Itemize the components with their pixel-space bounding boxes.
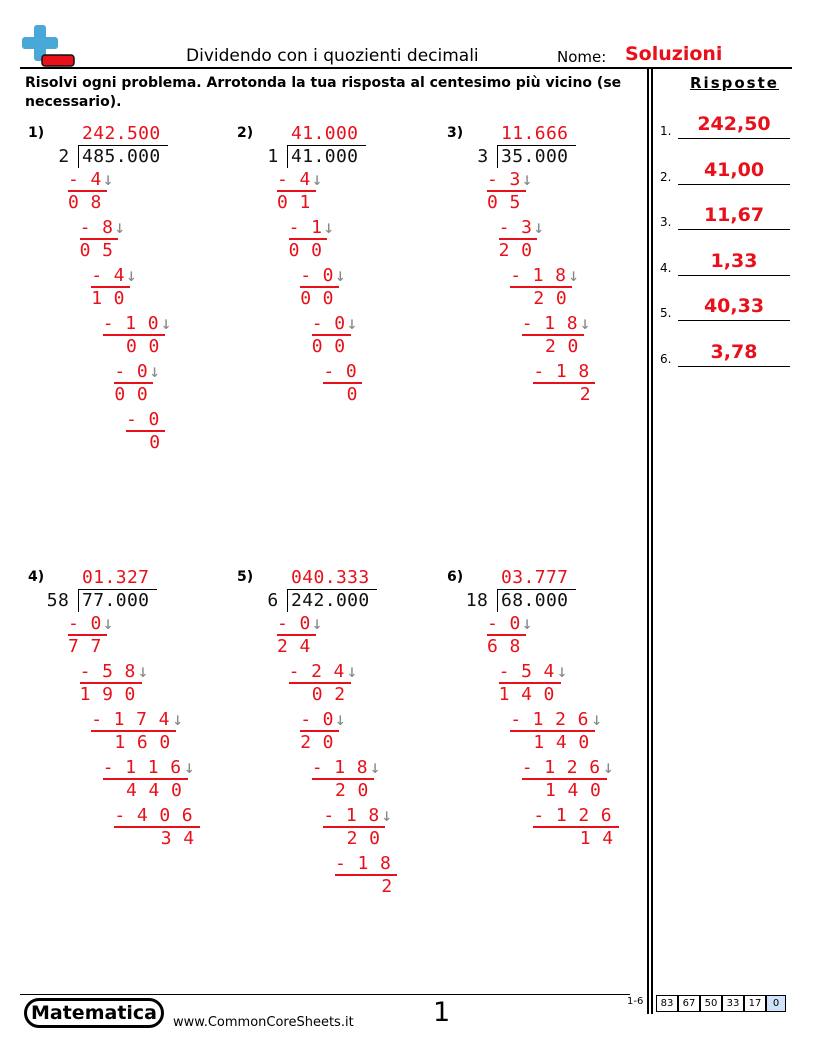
remainder: 0 0 bbox=[288, 240, 323, 261]
remainder: 0 0 bbox=[300, 288, 334, 309]
problem-label: 5) bbox=[237, 569, 254, 585]
subtrahend: - 5 4 bbox=[498, 661, 555, 682]
down-arrow-icon: ↓ bbox=[323, 217, 335, 238]
down-arrow-icon: ↓ bbox=[381, 805, 393, 826]
remainder: 2 0 bbox=[335, 780, 369, 801]
remainder: 6 8 bbox=[487, 636, 521, 657]
subtrahend: - 0 bbox=[300, 709, 334, 730]
subtrahend: - 0 bbox=[68, 613, 102, 634]
answer-value: 3,78 bbox=[710, 340, 758, 363]
answer-number: 3. bbox=[660, 215, 672, 229]
divisor: 2 bbox=[58, 146, 70, 167]
divisor: 1 bbox=[267, 146, 279, 167]
problem-label: 3) bbox=[447, 125, 464, 141]
subtrahend: - 1 2 6 bbox=[510, 709, 589, 730]
remainder: 2 0 bbox=[346, 828, 381, 849]
remainder: 2 bbox=[381, 876, 393, 897]
down-arrow-icon: ↓ bbox=[184, 757, 196, 778]
instructions: Risolvi ogni problema. Arrotonda la tua risposta al centesimo più vicino (se necessario). bbox=[25, 75, 622, 110]
footer-url: www.CommonCoreSheets.it bbox=[173, 1015, 354, 1030]
down-arrow-icon: ↓ bbox=[556, 661, 568, 682]
answer-number: 1. bbox=[660, 124, 672, 138]
remainder: 1 4 0 bbox=[533, 732, 590, 753]
remainder: 1 0 bbox=[91, 288, 125, 309]
remainder: 3 4 bbox=[160, 828, 195, 849]
problem-label: 1) bbox=[28, 125, 45, 141]
dividend: 485.000 bbox=[82, 146, 161, 167]
down-arrow-icon: ↓ bbox=[311, 613, 324, 634]
quotient: 01.327 bbox=[82, 567, 150, 588]
remainder: 0 0 bbox=[311, 336, 346, 357]
down-arrow-icon: ↓ bbox=[102, 613, 115, 634]
remainder: 0 5 bbox=[487, 192, 521, 213]
name-label: Nome: bbox=[557, 48, 607, 66]
answer-value: 11,67 bbox=[703, 204, 765, 226]
subtrahend: - 0 bbox=[487, 613, 521, 634]
quotient: 41.000 bbox=[291, 123, 359, 144]
answer-line bbox=[678, 229, 790, 230]
down-arrow-icon: ↓ bbox=[521, 613, 534, 634]
down-arrow-icon: ↓ bbox=[335, 265, 347, 286]
header-rule bbox=[20, 67, 792, 69]
answer-line bbox=[678, 320, 790, 321]
dividend: 41.000 bbox=[291, 146, 359, 167]
subtrahend: - 3 bbox=[498, 217, 533, 238]
remainder: 0 8 bbox=[68, 192, 102, 213]
subtrahend: - 4 bbox=[277, 169, 311, 190]
subtrahend: - 0 bbox=[300, 265, 334, 286]
remainder: 0 0 bbox=[126, 336, 160, 357]
divisor: 18 bbox=[465, 590, 489, 611]
answer-value: 1,33 bbox=[710, 249, 758, 272]
answer-line bbox=[678, 275, 790, 276]
name-value: Soluzioni bbox=[625, 43, 723, 65]
footer-rule bbox=[20, 994, 630, 995]
subtrahend: - 1 8 bbox=[323, 805, 380, 826]
subtrahend: - 4 bbox=[68, 169, 102, 190]
problem-label: 4) bbox=[28, 569, 45, 585]
remainder: 1 4 bbox=[579, 828, 614, 849]
subtrahend: - 1 0 bbox=[102, 313, 159, 334]
score-box: 17 bbox=[744, 995, 766, 1012]
logo-icon bbox=[20, 25, 76, 69]
down-arrow-icon: ↓ bbox=[591, 709, 603, 730]
dividend: 35.000 bbox=[501, 146, 569, 167]
remainder: 0 bbox=[149, 432, 161, 453]
remainder: 7 7 bbox=[68, 636, 102, 657]
subtrahend: - 5 8 bbox=[79, 661, 136, 682]
page-number: 1 bbox=[433, 997, 451, 1028]
remainder: 0 0 bbox=[114, 384, 149, 405]
column-divider bbox=[651, 67, 653, 1014]
column-divider bbox=[647, 67, 649, 1014]
down-arrow-icon: ↓ bbox=[102, 169, 115, 190]
quotient: 242.500 bbox=[82, 123, 161, 144]
answer-number: 2. bbox=[660, 169, 672, 184]
remainder: 2 bbox=[579, 384, 592, 405]
down-arrow-icon: ↓ bbox=[335, 709, 347, 730]
answer-number: 5. bbox=[660, 306, 672, 320]
remainder: 0 5 bbox=[79, 240, 114, 261]
remainder: 0 bbox=[346, 384, 358, 405]
subtrahend: - 0 bbox=[323, 361, 358, 382]
subtrahend: - 0 bbox=[126, 409, 160, 430]
remainder: 2 0 bbox=[498, 240, 533, 261]
remainder: 2 0 bbox=[300, 732, 334, 753]
subtrahend: - 0 bbox=[277, 613, 311, 634]
down-arrow-icon: ↓ bbox=[126, 265, 138, 286]
brand-logo: Matematica bbox=[24, 998, 164, 1028]
answer-value: 242,50 bbox=[697, 113, 771, 135]
subtrahend: - 4 0 6 bbox=[114, 805, 194, 826]
score-box: 50 bbox=[700, 995, 722, 1012]
quotient: 11.666 bbox=[501, 123, 569, 144]
subtrahend: - 1 8 bbox=[510, 265, 567, 286]
answer-value: 40,33 bbox=[703, 295, 765, 317]
score-range: 1-6 bbox=[627, 996, 644, 1007]
answer-line bbox=[678, 366, 790, 367]
remainder: 1 9 0 bbox=[79, 684, 136, 705]
subtrahend: - 1 1 6 bbox=[102, 757, 182, 778]
subtrahend: - 1 2 6 bbox=[521, 757, 601, 778]
dividend: 77.000 bbox=[82, 590, 150, 611]
score-box: 67 bbox=[678, 995, 700, 1012]
answer-line bbox=[678, 184, 790, 185]
down-arrow-icon: ↓ bbox=[172, 709, 184, 730]
answer-line bbox=[678, 138, 790, 139]
down-arrow-icon: ↓ bbox=[149, 361, 161, 382]
down-arrow-icon: ↓ bbox=[160, 313, 173, 334]
score-box: 0 bbox=[766, 995, 786, 1012]
subtrahend: - 8 bbox=[79, 217, 114, 238]
problem-label: 6) bbox=[447, 569, 464, 585]
subtrahend: - 4 bbox=[91, 265, 125, 286]
subtrahend: - 2 4 bbox=[288, 661, 345, 682]
answer-value: 41,00 bbox=[703, 158, 765, 181]
score-box: 83 bbox=[656, 995, 678, 1012]
remainder: 1 4 0 bbox=[545, 780, 602, 801]
remainder: 2 0 bbox=[533, 288, 568, 309]
down-arrow-icon: ↓ bbox=[311, 169, 324, 190]
dividend: 242.000 bbox=[291, 590, 370, 611]
remainder: 1 6 0 bbox=[114, 732, 171, 753]
divisor: 58 bbox=[46, 590, 70, 611]
down-arrow-icon: ↓ bbox=[579, 313, 592, 334]
problem-label: 2) bbox=[237, 125, 254, 141]
quotient: 03.777 bbox=[501, 567, 569, 588]
subtrahend: - 1 bbox=[288, 217, 323, 238]
answers-title: Risposte bbox=[690, 74, 779, 92]
down-arrow-icon: ↓ bbox=[346, 313, 358, 334]
down-arrow-icon: ↓ bbox=[137, 661, 149, 682]
remainder: 0 2 bbox=[311, 684, 346, 705]
answer-number: 4. bbox=[660, 260, 672, 275]
divisor: 3 bbox=[477, 146, 489, 167]
remainder: 2 0 bbox=[545, 336, 579, 357]
answer-number: 6. bbox=[660, 351, 672, 366]
subtrahend: - 1 8 bbox=[521, 313, 578, 334]
remainder: 4 4 0 bbox=[126, 780, 183, 801]
subtrahend: - 1 8 bbox=[311, 757, 368, 778]
down-arrow-icon: ↓ bbox=[603, 757, 615, 778]
subtrahend: - 1 2 6 bbox=[533, 805, 613, 826]
subtrahend: - 0 bbox=[114, 361, 149, 382]
down-arrow-icon: ↓ bbox=[369, 757, 382, 778]
subtrahend: - 1 7 4 bbox=[91, 709, 170, 730]
down-arrow-icon: ↓ bbox=[521, 169, 534, 190]
subtrahend: - 1 8 bbox=[533, 361, 590, 382]
divisor: 6 bbox=[267, 590, 279, 611]
remainder: 0 1 bbox=[277, 192, 311, 213]
remainder: 2 4 bbox=[277, 636, 311, 657]
subtrahend: - 1 8 bbox=[335, 853, 392, 874]
down-arrow-icon: ↓ bbox=[533, 217, 545, 238]
down-arrow-icon: ↓ bbox=[346, 661, 358, 682]
score-box: 33 bbox=[722, 995, 744, 1012]
dividend: 68.000 bbox=[501, 590, 569, 611]
subtrahend: - 3 bbox=[487, 169, 521, 190]
down-arrow-icon: ↓ bbox=[568, 265, 580, 286]
remainder: 1 4 0 bbox=[498, 684, 555, 705]
quotient: 040.333 bbox=[291, 567, 370, 588]
down-arrow-icon: ↓ bbox=[114, 217, 126, 238]
subtrahend: - 0 bbox=[311, 313, 346, 334]
page-title: Dividendo con i quozienti decimali bbox=[186, 46, 479, 66]
